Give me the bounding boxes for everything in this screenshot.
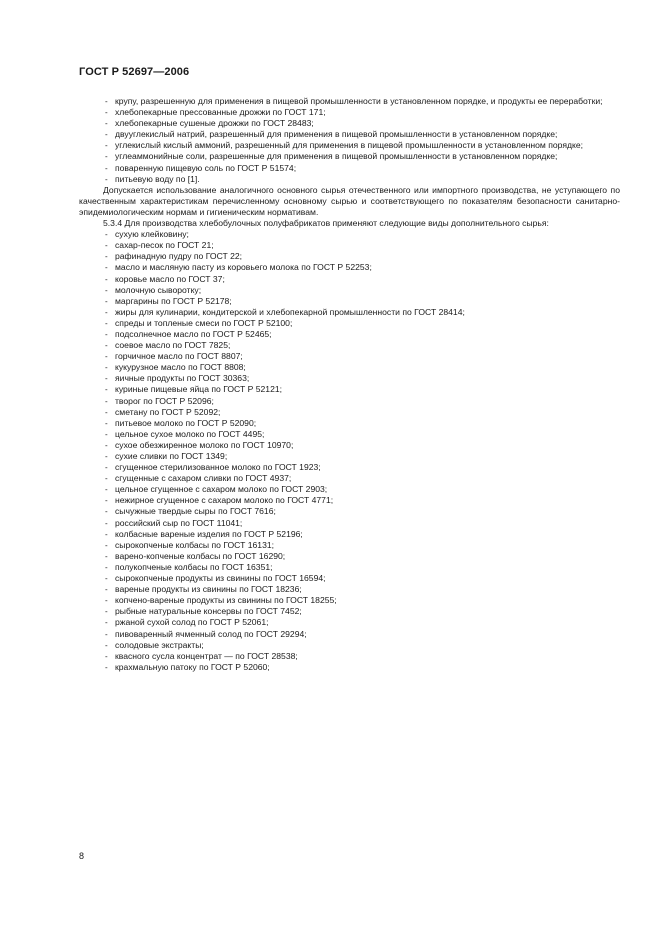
- list-item-text: копчено-вареные продукты из свинины по ГОСТ 18255;: [115, 595, 337, 606]
- list-item: [79, 285, 620, 296]
- list-item-text: жиры для кулинарии, кондитерской и хлебопекарной промышленности по ГОСТ 28414;: [115, 306, 465, 317]
- list-dash: -: [105, 518, 108, 528]
- list-item: [79, 617, 620, 628]
- list-item: [79, 240, 620, 251]
- list-dash: -: [105, 307, 108, 317]
- list-item: [79, 562, 620, 573]
- list-item: [79, 307, 620, 318]
- list-item-text: спреды и топленые смеси по ГОСТ Р 52100;: [115, 317, 293, 328]
- list-item-text: колбасные вареные изделия по ГОСТ Р 52196;: [115, 528, 303, 539]
- list-item: [79, 518, 620, 529]
- list-dash: -: [105, 163, 108, 173]
- list-dash: -: [105, 640, 108, 650]
- list-item-text: соевое масло по ГОСТ 7825;: [115, 340, 231, 351]
- list-dash: -: [105, 651, 108, 661]
- list-item: [79, 429, 620, 440]
- paragraph-substitution: Допускается использование аналогичного основного сырья отечественного или импортного производства, не уступающего по качественным характеристикам перечисленному основному сырью и соответствующего по показателям безопасности санитарно-эпидемиологическим нормам и гигиеническим нормативам.: [79, 184, 620, 217]
- list-item: [79, 595, 620, 606]
- list-dash: -: [105, 385, 108, 395]
- list-item: [79, 629, 620, 640]
- list-item: [79, 551, 620, 562]
- list-dash: -: [105, 463, 108, 473]
- list-dash: -: [105, 607, 108, 617]
- list-item-text: сухое обезжиренное молоко по ГОСТ 10970;: [115, 439, 294, 450]
- list-item-text: вареные продукты из свинины по ГОСТ 18236;: [115, 584, 302, 595]
- list-item: [79, 529, 620, 540]
- list-item: [79, 451, 620, 462]
- list-dash: -: [105, 119, 108, 129]
- list-dash: -: [105, 152, 108, 162]
- list-dash: -: [105, 596, 108, 606]
- list-dash: -: [105, 296, 108, 306]
- list-item-text: хлебопекарные сушеные дрожжи по ГОСТ 28483;: [115, 118, 314, 129]
- list-dash: -: [105, 485, 108, 495]
- list-dash: -: [105, 230, 108, 240]
- list-dash: -: [105, 252, 108, 262]
- list-dash: -: [105, 562, 108, 572]
- page-number: 8: [79, 851, 85, 861]
- list-item-text: квасного сусла концентрат — по ГОСТ 28538;: [115, 650, 298, 661]
- list-item: [79, 473, 620, 484]
- list-item: [79, 318, 620, 329]
- list-item-text: сгущенное стерилизованное молоко по ГОСТ 1923;: [115, 462, 321, 473]
- list-item-text: полукопченые колбасы по ГОСТ 16351;: [115, 561, 273, 572]
- list-dash: -: [105, 396, 108, 406]
- list-item-text: молочную сыворотку;: [115, 284, 202, 295]
- list-item-text: крахмальную патоку по ГОСТ Р 52060;: [115, 661, 270, 672]
- list-item-text: двууглекислый натрий, разрешенный для применения в пищевой промышленности в установленном порядке;: [115, 129, 558, 140]
- list-item-text: питьевое молоко по ГОСТ Р 52090;: [115, 417, 257, 428]
- list-item-text: кукурузное масло по ГОСТ 8808;: [115, 362, 246, 373]
- list-dash: -: [105, 241, 108, 251]
- list-dash: -: [105, 496, 108, 506]
- list-item: [79, 384, 620, 395]
- list-item: [79, 163, 620, 174]
- list-item: [79, 440, 620, 451]
- list-item: [79, 573, 620, 584]
- list-item: [79, 107, 620, 118]
- list-dash: -: [105, 363, 108, 373]
- list-dash: -: [105, 662, 108, 672]
- list-item-text: хлебопекарные прессованные дрожжи по ГОСТ 171;: [115, 107, 326, 118]
- list-dash: -: [105, 108, 108, 118]
- list-item: [79, 373, 620, 384]
- list-item: [79, 506, 620, 517]
- list-dash: -: [105, 507, 108, 517]
- list-dash: -: [105, 529, 108, 539]
- list-item: [79, 251, 620, 262]
- list-item: [79, 129, 620, 140]
- list-dash: -: [105, 374, 108, 384]
- list-item-text: питьевую воду по [1].: [115, 173, 200, 184]
- list-item-text: пивоваренный ячменный солод по ГОСТ 29294;: [115, 628, 307, 639]
- list-dash: -: [105, 440, 108, 450]
- list-item-text: сырокопченые колбасы по ГОСТ 16131;: [115, 539, 275, 550]
- list-item-text: поваренную пищевую соль по ГОСТ Р 51574;: [115, 162, 297, 173]
- list-item-text: маргарины по ГОСТ Р 52178;: [115, 295, 232, 306]
- list-item-text: сгущенные с сахаром сливки по ГОСТ 4937;: [115, 473, 292, 484]
- list-item: [79, 340, 620, 351]
- list-dash: -: [105, 418, 108, 428]
- list-dash: -: [105, 263, 108, 273]
- list-item-text: цельное сухое молоко по ГОСТ 4495;: [115, 428, 265, 439]
- list-item-text: сырокопченые продукты из свинины по ГОСТ 16594;: [115, 573, 326, 584]
- list-dash: -: [105, 540, 108, 550]
- list-dash: -: [105, 407, 108, 417]
- list-item: [79, 540, 620, 551]
- list-item-text: крупу, разрешенную для применения в пищевой промышленности в установленном порядке, и продукты ее переработки;: [115, 96, 603, 106]
- list-item-text: куриные пищевые яйца по ГОСТ Р 52121;: [115, 384, 283, 395]
- list-dash: -: [105, 285, 108, 295]
- list-item-text: творог по ГОСТ Р 52096;: [115, 395, 214, 406]
- list-item-text: нежирное сгущенное с сахаром молоко по ГОСТ 4771;: [115, 495, 334, 506]
- list-item: [79, 362, 620, 373]
- list-item-text: масло и масляную пасту из коровьего молока по ГОСТ Р 52253;: [115, 262, 372, 273]
- list-item: [79, 174, 620, 185]
- list-dash: -: [105, 274, 108, 284]
- list-item-text: российский сыр по ГОСТ 11041;: [115, 517, 243, 528]
- list-item: [79, 484, 620, 495]
- list-item-text: горчичное масло по ГОСТ 8807;: [115, 351, 243, 362]
- list-item: [79, 262, 620, 273]
- document-header: ГОСТ Р 52697—2006: [79, 66, 190, 78]
- list-item: [79, 584, 620, 595]
- list-item: [79, 229, 620, 240]
- list-item-text: яичные продукты по ГОСТ 30363;: [115, 373, 250, 384]
- list-item: [79, 418, 620, 429]
- list-dash: -: [105, 585, 108, 595]
- raw-materials-list: [79, 96, 620, 185]
- list-item-text: сухую клейковину;: [115, 229, 189, 240]
- list-dash: -: [105, 551, 108, 561]
- list-item-text: рафинадную пудру по ГОСТ 22;: [115, 251, 243, 262]
- list-item: [79, 495, 620, 506]
- list-dash: -: [105, 174, 108, 184]
- list-item-text: цельное сгущенное с сахаром молоко по ГОСТ 2903;: [115, 484, 328, 495]
- list-item: [79, 274, 620, 285]
- list-item: [79, 462, 620, 473]
- list-item: [79, 151, 620, 162]
- list-item: [79, 118, 620, 129]
- paragraph-clause-5-3-4: 5.3.4 Для производства хлебобулочных полуфабрикатов применяют следующие виды дополнительного сырья:: [103, 218, 549, 229]
- list-item: [79, 407, 620, 418]
- list-item-text: углеаммонийные соли, разрешенные для применения в пищевой промышленности в установленном порядке;: [115, 151, 558, 162]
- list-item: [79, 351, 620, 362]
- list-dash: -: [105, 329, 108, 339]
- list-item: [79, 662, 620, 673]
- document-body: [79, 96, 620, 673]
- list-item-text: подсолнечное масло по ГОСТ Р 52465;: [115, 328, 272, 339]
- list-item-text: ржаной сухой солод по ГОСТ Р 52061;: [115, 617, 269, 628]
- list-item-text: сычужные твердые сыры по ГОСТ 7616;: [115, 506, 276, 517]
- list-item-text: сметану по ГОСТ Р 52092;: [115, 406, 221, 417]
- list-dash: -: [105, 97, 108, 106]
- list-item: [79, 296, 620, 307]
- list-item: [79, 606, 620, 617]
- list-dash: -: [105, 130, 108, 140]
- list-dash: -: [105, 474, 108, 484]
- list-item: [79, 640, 620, 651]
- list-dash: -: [105, 352, 108, 362]
- additional-raw-materials-list: [79, 229, 620, 673]
- list-item: [79, 396, 620, 407]
- list-dash: -: [105, 141, 108, 151]
- list-dash: -: [105, 629, 108, 639]
- list-dash: -: [105, 618, 108, 628]
- list-item-text: сухие сливки по ГОСТ 1349;: [115, 451, 228, 461]
- list-item-text: варено-копченые колбасы по ГОСТ 16290;: [115, 550, 286, 561]
- list-dash: -: [105, 318, 108, 328]
- list-item: [79, 329, 620, 340]
- list-item-text: коровье масло по ГОСТ 37;: [115, 273, 225, 284]
- list-item-text: солодовые экстракты;: [115, 639, 204, 650]
- list-item: [79, 651, 620, 662]
- list-item: [79, 140, 620, 151]
- list-dash: -: [105, 574, 108, 584]
- list-dash: -: [105, 429, 108, 439]
- list-item-text: сахар-песок по ГОСТ 21;: [115, 240, 214, 251]
- list-item: [79, 96, 620, 107]
- list-item-text: углекислый кислый аммоний, разрешенный для применения в пищевой промышленности в установленном порядке;: [115, 140, 584, 151]
- list-dash: -: [105, 452, 108, 461]
- list-item-text: рыбные натуральные консервы по ГОСТ 7452;: [115, 606, 302, 617]
- list-dash: -: [105, 341, 108, 351]
